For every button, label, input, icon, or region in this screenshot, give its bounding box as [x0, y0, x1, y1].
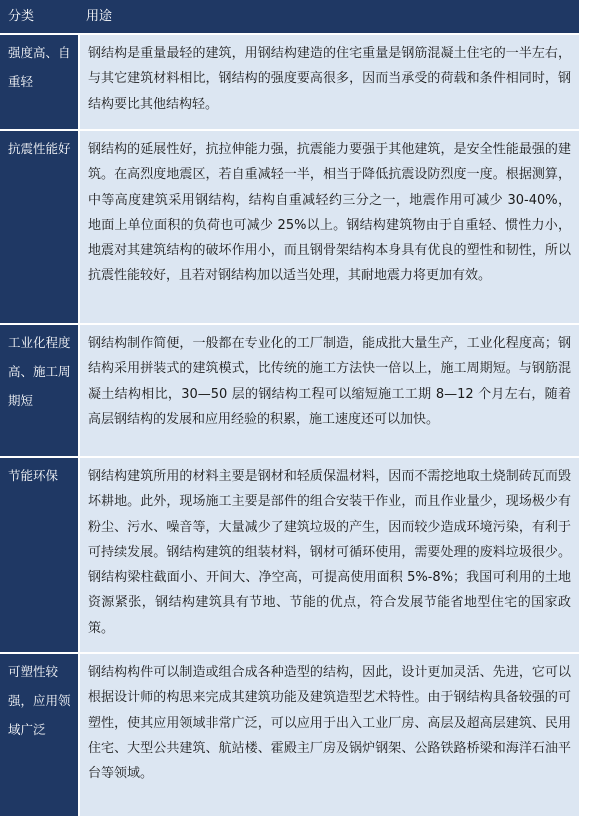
table-row [0, 131, 579, 323]
table-row [0, 35, 579, 129]
row-description: 钢结构建筑所用的材料主要是钢材和轻质保温材料，因而不需挖地取土烧制砖瓦而毁坏耕地。此外，现场施工主要是部件的组合安装干作业，而且作业量少，现场极少有粉尘、污水、噪音等，大量减少了建筑垃圾的产生，因而较少造成环境污染，有利于可持续发展。钢结构建筑的组装材料，钢材可循环使用，需要处理的废料垃圾很少。钢结构梁柱截面小、开间大、净空高，可提高使用面积 5%-8%；我国可利用的土地资源紧张，钢结构建筑具有节地、节能的优点，符合发展节能省地型住宅的国家政策。 [80, 458, 579, 652]
table-row [0, 654, 579, 816]
row-description: 钢结构构件可以制造或组合成各种造型的结构，因此，设计更加灵活、先进，它可以根据设计师的构思来完成其建筑功能及建筑造型艺术特性。由于钢结构具备较强的可塑性，使其应用领域非常广泛，可以应用于出入工业厂房、高层及超高层建筑、民用住宅、大型公共建筑、航站楼、霍殿主厂房及锅炉钢架、公路铁路桥梁和海洋石油平台等领域。 [80, 654, 579, 816]
row-category: 工业化程度高、施工周期短 [0, 325, 78, 456]
row-description: 钢结构是重量最轻的建筑，用钢结构建造的住宅重量是钢筋混凝土住宅的一半左右，与其它建筑材料相比，钢结构的强度要高很多，因而当承受的荷载和条件相同时，钢结构要比其他结构轻。 [80, 35, 579, 129]
table-header [0, 0, 579, 33]
row-description: 钢结构制作简便，一般都在专业化的工厂制造，能成批大量生产，工业化程度高；钢结构采用拼装式的建筑模式，比传统的施工方法快一倍以上，施工周期短。与钢筋混凝土结构相比，30—50 层的钢结构工程可以缩短施工工期 8—12 个月左右，随着高层钢结构的发展和应用经验的积累，施工速度还可以加快。 [80, 325, 579, 456]
header-usage: 用途 [86, 9, 113, 24]
row-category: 可塑性较强，应用领域广泛 [0, 654, 78, 816]
row-description: 钢结构的延展性好，抗拉伸能力强，抗震能力要强于其他建筑，是安全性能最强的建筑。在高烈度地震区，若自重减轻一半，相当于降低抗震设防烈度一度。根据测算，中等高度建筑采用钢结构，结构自重减轻约三分之一，地震作用可减少 30-40%，地面上单位面积的负荷也可减少 25%以上。钢结构建筑物由于自重轻、惯性力小，地震对其建筑结构的破坏作用小，而且钢骨架结构本身具有优良的塑性和韧性，所以抗震性能较好，且若对钢结构加以适当处理，其耐地震力将更加有效。 [80, 131, 579, 323]
row-category: 抗震性能好 [0, 131, 78, 323]
header-category: 分类 [8, 9, 35, 24]
row-category: 节能环保 [0, 458, 78, 652]
row-category: 强度高、自重轻 [0, 35, 78, 129]
table-row [0, 458, 579, 652]
table-row [0, 325, 579, 456]
